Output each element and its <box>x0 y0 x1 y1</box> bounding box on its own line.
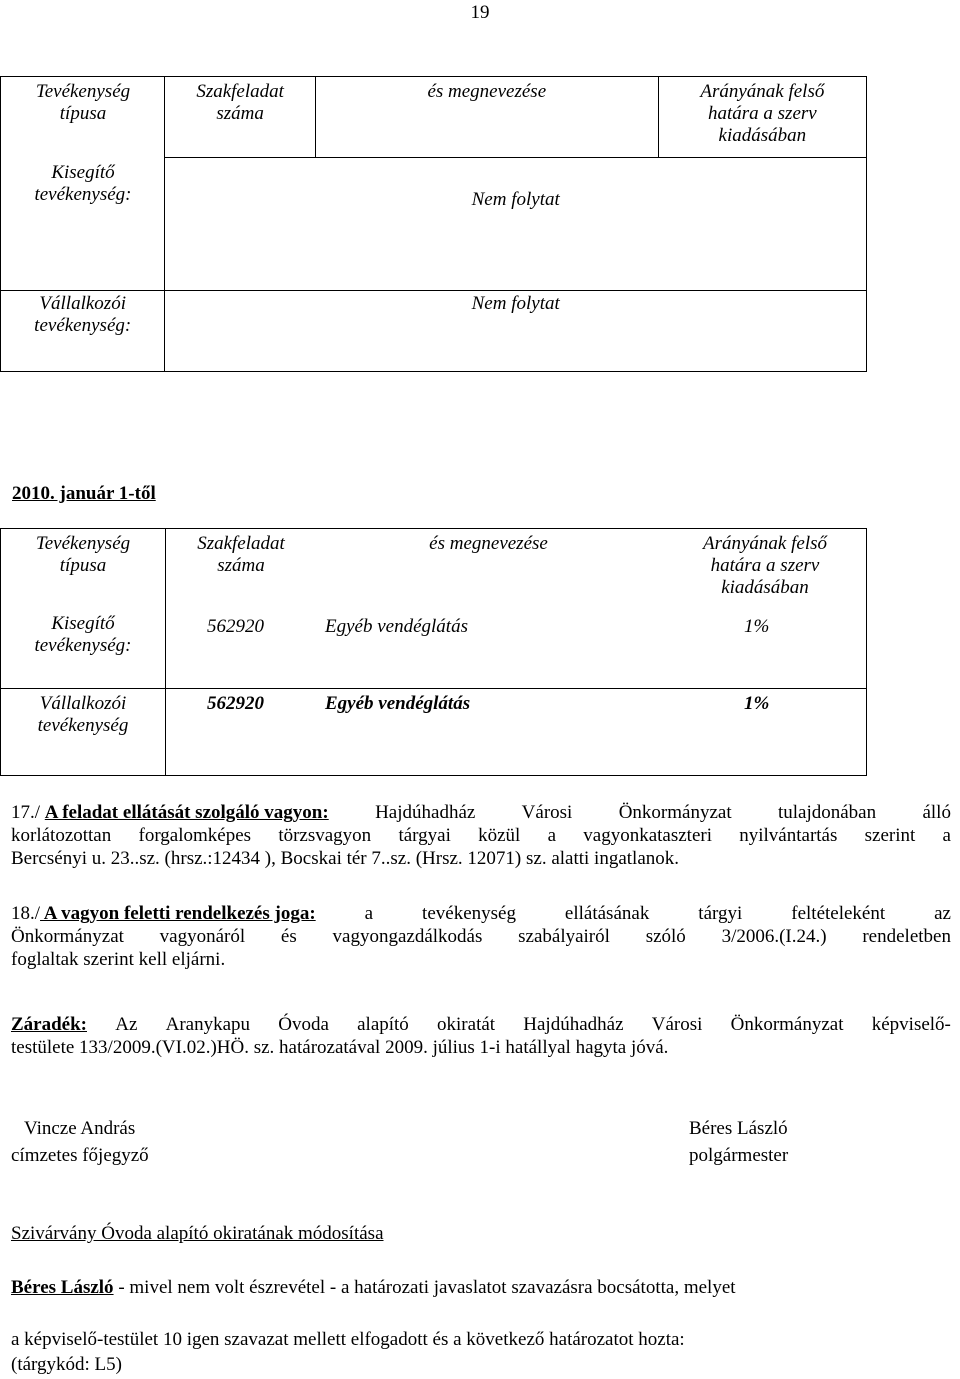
zaradek-line1: Záradék: Az Aranykapu Óvoda alapító okiratát Hajdúhadház Városi Önkormányzat képviselő- <box>11 1014 951 1035</box>
activity-table-before <box>0 76 867 372</box>
p18-line2: Önkormányzat vagyonáról és vagyongazdálkodás szabályairól szóló 3/2006.(I.24.) rendeletben <box>11 926 951 947</box>
speaker-name: Béres László <box>11 1277 114 1298</box>
signature-right-title: polgármester <box>689 1145 789 1166</box>
p18-title: A vagyon feletti rendelkezés joga: <box>40 903 316 924</box>
speaker-text: - mivel nem volt észrevétel - a határozati javaslatot szavazásra bocsátotta, melyet <box>113 1277 736 1298</box>
signature-right-name: Béres László <box>689 1118 788 1139</box>
speaker-line <box>11 1277 736 1299</box>
signature-left-title: címzetes főjegyző <box>11 1145 149 1166</box>
enterprise-name: Egyéb vendéglátás <box>325 693 471 714</box>
auxiliary-activity-block <box>166 529 867 689</box>
section-heading: 2010. január 1-től <box>12 483 156 504</box>
col-header-name: és megnevezése <box>315 77 658 158</box>
enterprise-activity-value: Nem folytat <box>471 293 560 314</box>
signature-left-name: Vincze András <box>24 1118 136 1139</box>
p18-line1: 18./ A vagyon feletti rendelkezés joga: a tevékenység ellátásának tárgyi feltételeként az <box>11 903 951 924</box>
auxiliary-activity-value-cell <box>165 158 867 291</box>
p18-line3: foglaltak szerint kell eljárni. <box>11 949 226 970</box>
col-header-code-2010: Szakfeladat száma <box>197 533 285 576</box>
closing-line2: (tárgykód: L5) <box>11 1354 122 1375</box>
closing-line1: a képviselő-testület 10 igen szavazat mellett elfogadott és a következő határozatot hozta: <box>11 1329 685 1350</box>
enterprise-code: 562920 <box>207 693 264 714</box>
p17-line1: 17./ A feladat ellátását szolgáló vagyon: Hajdúhadház Városi Önkormányzat tulajdonában álló <box>11 802 951 823</box>
zaradek-label: Záradék: <box>11 1014 87 1035</box>
p17-title: A feladat ellátását szolgáló vagyon: <box>44 802 329 823</box>
auxiliary-ratio: 1% <box>744 616 770 637</box>
row-label-enterprise: Vállalkozói tevékenység: <box>1 291 165 372</box>
enterprise-ratio: 1% <box>744 693 770 714</box>
col-header-code: Szakfeladat száma <box>165 77 315 158</box>
auxiliary-activity-value: Nem folytat <box>471 189 560 210</box>
enterprise-activity-value-cell <box>165 291 867 372</box>
p17-line3: Bercsényi u. 23..sz. (hrsz.:12434 ), Bocskai tér 7..sz. (Hrsz. 12071) sz. alatti ingatlanok. <box>11 848 680 869</box>
col-header-type-2010: Tevékenység típusa <box>35 533 131 576</box>
zaradek-line2: testülete 133/2009.(VI.02.)HÖ. sz. határozatával 2009. július 1-i hatállyal hagyta jóvá. <box>11 1037 669 1058</box>
auxiliary-code: 562920 <box>207 616 264 637</box>
col-header-ratio: Arányának felső határa a szerv kiadásában <box>658 77 866 158</box>
p17-line2: korlátozottan forgalomképes törzsvagyon tárgyai közül a vagyonkataszteri nyilvántartás szerint a <box>11 825 951 846</box>
paragraph-17 <box>11 801 951 870</box>
activity-table-2010 <box>0 528 867 776</box>
row-label-enterprise-2010: Vállalkozói tevékenység <box>1 689 166 776</box>
col-header-ratio-2010: Arányának felső határa a szerv kiadásában <box>702 533 827 598</box>
row-label-auxiliary: Kisegítő tevékenység: <box>34 162 132 205</box>
type-column-cell <box>1 77 165 291</box>
row-label-auxiliary-2010: Kisegítő tevékenység: <box>34 613 132 656</box>
zaradek-paragraph <box>11 1013 951 1059</box>
type-column-cell-2010 <box>1 529 166 689</box>
auxiliary-name: Egyéb vendéglátás <box>325 616 468 637</box>
col-header-type: Tevékenység típusa <box>35 81 131 124</box>
agenda-title: Szivárvány Óvoda alapító okiratának módosítása <box>11 1223 384 1244</box>
col-header-name-2010: és megnevezése <box>429 533 548 554</box>
page-number: 19 <box>470 2 490 23</box>
enterprise-activity-block <box>166 689 867 776</box>
paragraph-18 <box>11 902 951 971</box>
